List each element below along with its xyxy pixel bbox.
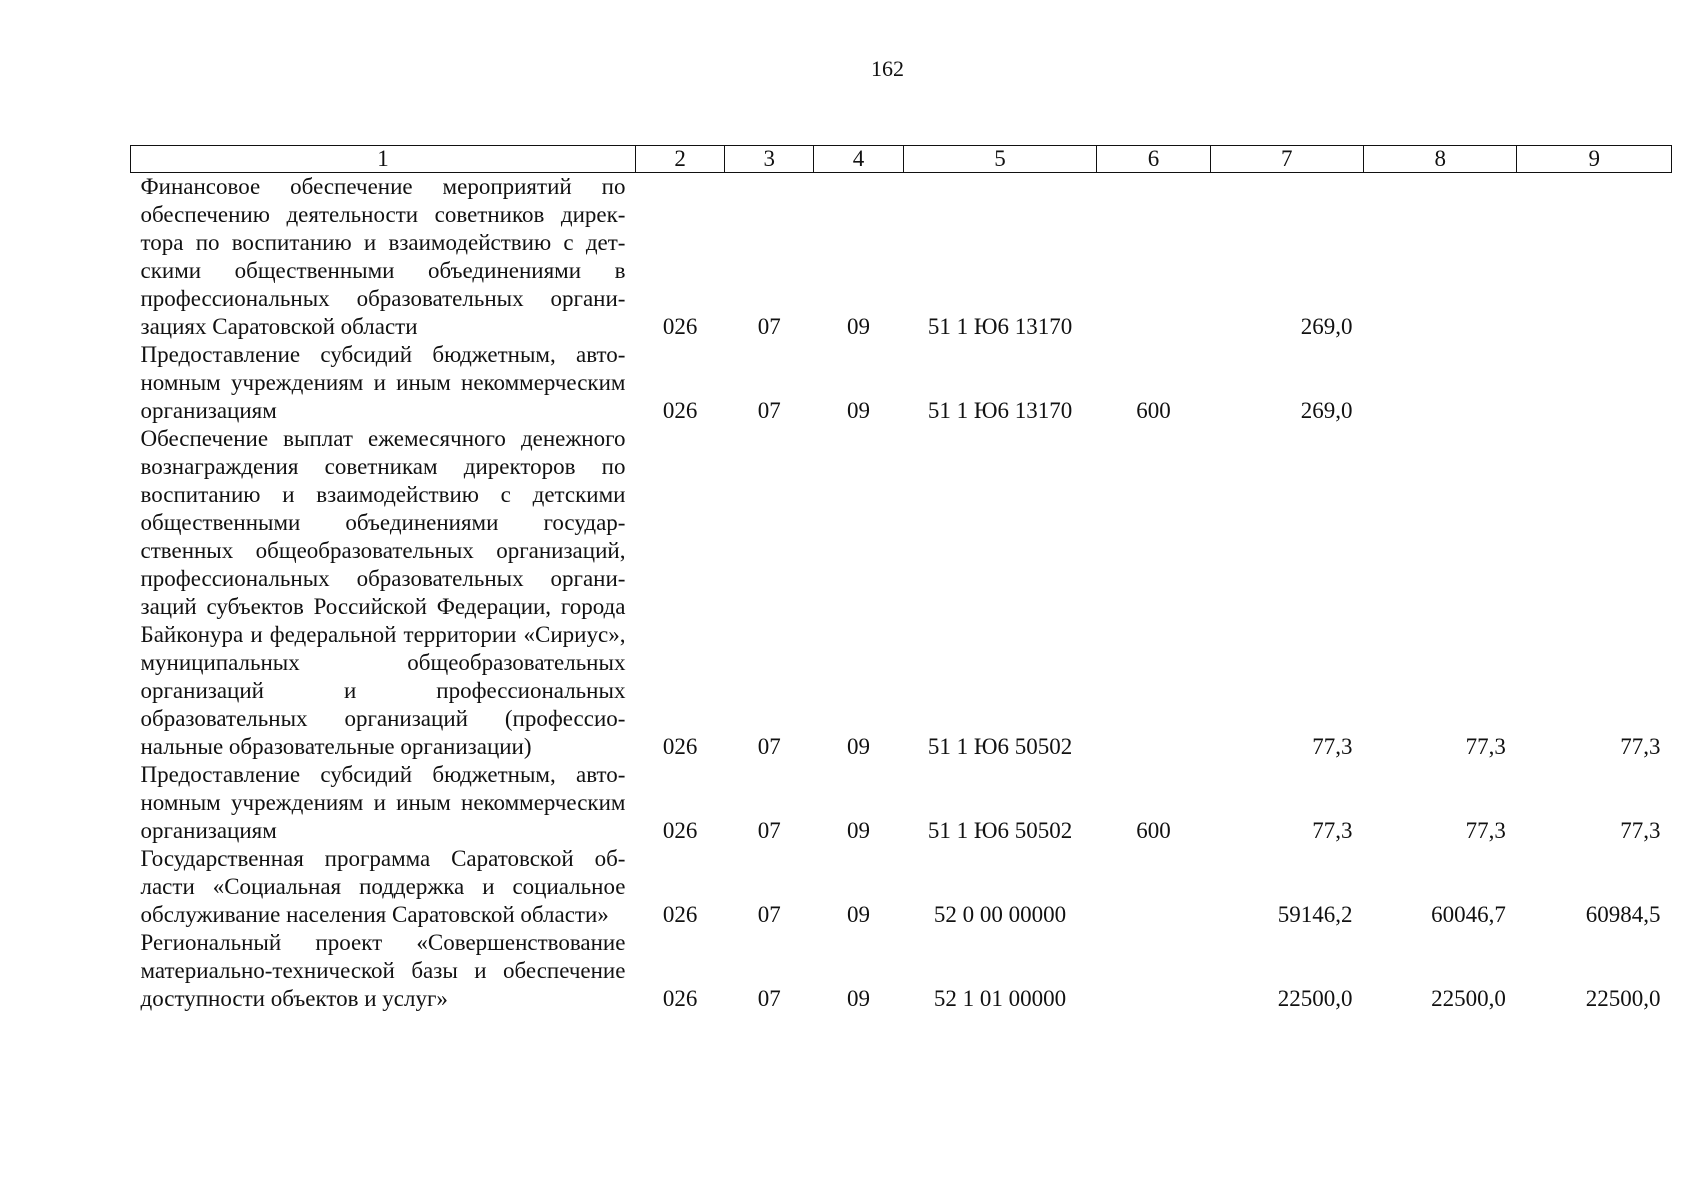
table-header-row	[131, 146, 1672, 173]
row-description: Обеспечение выплат ежемесячного денежного вознаграждения советникам директоров по воспитанию и взаимодействию с детскими общественными объединениями государственных общеобразовательных организаций, профессиональных образовательных организаций субъектов Российской Федерации, города Байконура и федеральной территории «Сириус», муниципальных общеобразовательных организаций и профессиональных образовательных организаций (профессиональные образовательные организации)	[140, 426, 626, 759]
subsection-code: 09	[847, 818, 871, 843]
budget-table	[130, 145, 1672, 1013]
column-header: 9	[1517, 146, 1672, 173]
column-header: 2	[635, 146, 724, 173]
target-article-code: 52 1 01 00000	[933, 986, 1067, 1011]
row-description: Финансовое обеспечение мероприятий по обеспечению деятельности советников директора по воспитанию и взаимодействию с детскими общественными объединениями в профессиональных образовательных организациях Саратовской области	[140, 174, 626, 339]
section-code: 07	[757, 734, 781, 759]
section-code: 07	[757, 902, 781, 927]
amount-col9	[1517, 341, 1672, 425]
subsection-code: 09	[847, 398, 871, 423]
target-article-code: 51 1 Ю6 50502	[927, 818, 1073, 843]
row-description: Государственная программа Саратовской области «Социальная поддержка и социальное обслуживание населения Саратовской области»	[140, 846, 626, 927]
amount-col7: 269,0	[1300, 398, 1353, 423]
amount-col7: 59146,2	[1277, 902, 1353, 927]
amount-col7: 22500,0	[1277, 986, 1353, 1011]
table-row	[131, 929, 1672, 1013]
expense-type-code	[1097, 929, 1210, 1013]
amount-col7: 269,0	[1300, 314, 1353, 339]
ministry-code: 026	[662, 818, 698, 843]
table-row	[131, 173, 1672, 342]
amount-col8: 60046,7	[1431, 902, 1506, 927]
column-header: 3	[725, 146, 814, 173]
expense-type-code	[1097, 845, 1210, 929]
amount-col9: 60984,5	[1585, 902, 1661, 927]
amount-col8: 77,3	[1465, 818, 1506, 843]
amount-col9: 22500,0	[1585, 986, 1661, 1011]
column-header: 6	[1097, 146, 1210, 173]
expense-type-code	[1097, 425, 1210, 761]
amount-col8: 77,3	[1465, 734, 1506, 759]
table-row	[131, 845, 1672, 929]
table-row	[131, 341, 1672, 425]
column-header: 8	[1363, 146, 1516, 173]
amount-col9	[1517, 173, 1672, 342]
amount-col7: 77,3	[1312, 818, 1353, 843]
target-article-code: 51 1 Ю6 13170	[927, 314, 1073, 339]
target-article-code: 51 1 Ю6 13170	[927, 398, 1073, 423]
ministry-code: 026	[662, 986, 698, 1011]
subsection-code: 09	[847, 986, 871, 1011]
ministry-code: 026	[662, 902, 698, 927]
ministry-code: 026	[662, 398, 698, 423]
column-header: 1	[131, 146, 636, 173]
subsection-code: 09	[847, 314, 871, 339]
row-description: Предоставление субсидий бюджетным, автономным учреждениям и иным некоммерческим организациям	[140, 762, 626, 843]
section-code: 07	[757, 314, 781, 339]
section-code: 07	[757, 818, 781, 843]
column-header: 5	[903, 146, 1097, 173]
ministry-code: 026	[662, 314, 698, 339]
row-description: Предоставление субсидий бюджетным, автономным учреждениям и иным некоммерческим организациям	[140, 342, 626, 423]
target-article-code: 52 0 00 00000	[933, 902, 1067, 927]
row-description: Региональный проект «Совершенствование материально-технической базы и обеспечение доступности объектов и услуг»	[140, 930, 626, 1011]
amount-col8	[1363, 341, 1516, 425]
target-article-code: 51 1 Ю6 50502	[927, 734, 1073, 759]
column-header: 7	[1210, 146, 1363, 173]
section-code: 07	[757, 398, 781, 423]
column-header: 4	[814, 146, 903, 173]
table-row	[131, 425, 1672, 761]
expense-type-code: 600	[1136, 398, 1171, 423]
expense-type-code: 600	[1136, 818, 1171, 843]
subsection-code: 09	[847, 902, 871, 927]
subsection-code: 09	[847, 734, 871, 759]
table-row	[131, 761, 1672, 845]
amount-col8	[1363, 173, 1516, 342]
expense-type-code	[1097, 173, 1210, 342]
amount-col7: 77,3	[1312, 734, 1353, 759]
ministry-code: 026	[662, 734, 698, 759]
amount-col8: 22500,0	[1431, 986, 1506, 1011]
page-number: 162	[871, 56, 904, 81]
amount-col9: 77,3	[1620, 734, 1661, 759]
amount-col9: 77,3	[1620, 818, 1661, 843]
section-code: 07	[757, 986, 781, 1011]
